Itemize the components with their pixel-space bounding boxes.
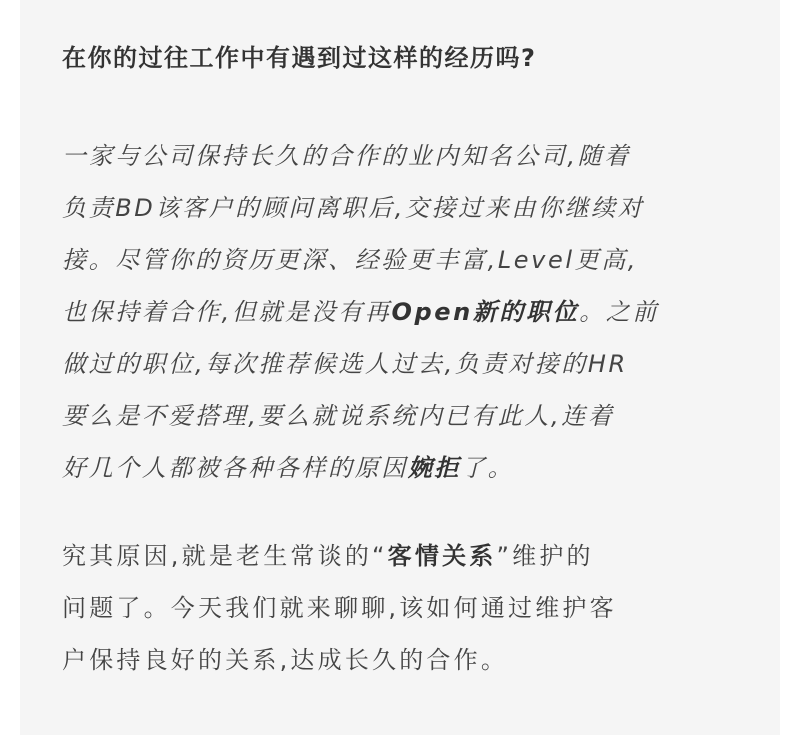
emphasis-client-relationship: 客情关系 xyxy=(387,542,497,570)
paragraph-line: 一家与公司保持长久的合作的业内知名公司,随着 xyxy=(62,142,631,170)
paragraph-line: 要么是不爱搭理,要么就说系统内已有此人,连着 xyxy=(62,402,615,430)
paragraph-line: 接。尽管你的资历更深、经验更丰富,Level更高, xyxy=(62,246,639,274)
paragraph-line: 负责BD该客户的顾问离职后,交接过来由你继续对 xyxy=(62,194,645,222)
paragraph-line xyxy=(62,298,659,326)
emphasis-open-position: Open新的职位 xyxy=(391,298,580,326)
paragraph-text: 好几个人都被各种各样的原因 xyxy=(62,454,408,482)
article-heading: 在你的过往工作中有遇到过这样的经历吗? xyxy=(62,44,537,72)
paragraph-text: 也保持着合作,但就是没有再 xyxy=(62,298,392,326)
paragraph-experience xyxy=(62,130,762,494)
paragraph-text: 究其原因,就是老生常谈的“ xyxy=(62,542,388,570)
paragraph-text: 了。 xyxy=(461,454,515,482)
paragraph-text: ”维护的 xyxy=(496,542,594,570)
paragraph-line xyxy=(62,454,514,482)
paragraph-client-relationship xyxy=(62,530,762,686)
paragraph-line: 户保持良好的关系,达成长久的合作。 xyxy=(62,646,509,674)
emphasis-rejected: 婉拒 xyxy=(407,454,462,482)
article-card xyxy=(20,0,780,735)
paragraph-line: 做过的职位,每次推荐候选人过去,负责对接的HR xyxy=(62,350,628,378)
paragraph-line: 问题了。今天我们就来聊聊,该如何通过维护客 xyxy=(62,594,617,622)
paragraph-line xyxy=(62,542,594,570)
paragraph-text: 。之前 xyxy=(579,298,659,326)
